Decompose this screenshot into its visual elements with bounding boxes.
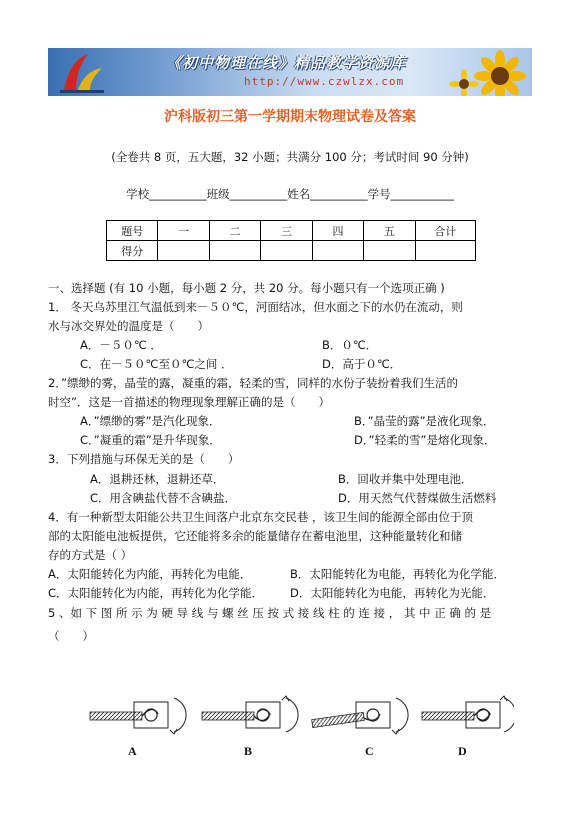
- site-logo-icon: [54, 50, 110, 94]
- figure-label-d: D: [458, 744, 467, 758]
- figure-label-a: A: [128, 744, 137, 758]
- banner-url[interactable]: http://www.czwlzx.com: [244, 75, 405, 88]
- question-2-option-b: B．”晶莹的露”是液化现象．: [354, 414, 495, 428]
- score-table: [106, 220, 476, 261]
- figure-label-b: B: [244, 744, 253, 758]
- score-table-cell: 合计: [415, 221, 475, 241]
- question-1-option-c: C．在－５０℃至０℃之间 ．: [80, 357, 233, 371]
- student-info-line: 学校__________班级__________姓名__________学号___________: [126, 187, 454, 201]
- score-table-cell: 题号: [107, 221, 158, 241]
- score-table-cell: 二: [209, 221, 260, 241]
- score-table-cell: 得分: [107, 241, 158, 261]
- score-entry-cell: [415, 241, 475, 261]
- question-2-line-1: 2．”缥缈的雾，晶莹的露，凝重的霜，轻柔的雪，同样的水份子装扮着我们生活的: [48, 376, 459, 390]
- terminal-diagram-c: [312, 698, 408, 734]
- question-3-option-d: D．用天然气代替煤做生活燃料: [338, 491, 497, 505]
- question-1-line-2: 水与冰交界处的温度是（ ）: [48, 319, 209, 333]
- question-4-option-a: A．太阳能转化为内能，再转化为电能．: [48, 567, 252, 581]
- document-title: 沪科版初三第一学期期末物理试卷及答案: [164, 109, 416, 125]
- question-2-option-d: D．”轻柔的雪”是熔化现象．: [354, 433, 496, 447]
- score-table-cell: 五: [364, 221, 415, 241]
- exam-info: (全卷共 8 页，五大题，32 小题；共满分 100 分；考试时间 90 分钟): [111, 150, 469, 164]
- wire-terminal-figure: [84, 688, 514, 758]
- score-entry-cell: [364, 241, 415, 261]
- terminal-diagram-b: [202, 696, 298, 732]
- score-table-header-row: [107, 221, 476, 241]
- terminal-diagram-d: [422, 696, 514, 732]
- header-banner: [48, 48, 532, 96]
- banner-title: 《初中物理在线》精品教学资源库: [166, 54, 407, 72]
- score-table-cell: 四: [312, 221, 363, 241]
- score-entry-cell: [261, 241, 312, 261]
- score-table-cell: 一: [158, 221, 209, 241]
- question-2-line-2: 时空”．这是一首描述的物理现象理解正确的是（ ）: [48, 395, 330, 409]
- question-4-line-3: 存的方式是（ ）: [48, 548, 133, 562]
- score-entry-cell: [312, 241, 363, 261]
- score-entry-cell: [158, 241, 209, 261]
- question-3-option-a: A．退耕还林，退耕还草．: [90, 472, 225, 486]
- question-2-option-a: A．”缥缈的雾”是汽化现象．: [80, 414, 221, 428]
- question-3-line-1: 3．下列措施与环保无关的是（ ）: [48, 452, 240, 466]
- question-5-line-1: 5 、如 下 图 所 示 为 硬 导 线 与 螺 丝 压 按 式 接 线 柱 的 连 接 ， 其 中 正 确 的 是: [48, 606, 492, 620]
- sunflower-icon: [442, 48, 532, 96]
- question-4-option-c: C．太阳能转化为内能，再转化为化学能．: [48, 586, 264, 600]
- question-1-option-d: D．高于０℃．: [322, 357, 402, 371]
- question-4-option-b: B．太阳能转化为电能，再转化为化学能．: [290, 567, 505, 581]
- question-4-line-1: 4．有一种新型太阳能公共卫生间落户北京东交民巷 ，该卫生间的能源全部由位于顶: [48, 510, 473, 524]
- section-heading: 一、选择题 (有 10 小题，每小题 2 分，共 20 分。每小题只有一个选项正确 ): [48, 281, 445, 295]
- terminal-diagram-a: [90, 698, 186, 734]
- question-4-line-2: 部的太阳能电池板提供，它还能将多余的能量储存在蓄电池里，这种能量转化和储: [48, 529, 462, 543]
- question-1-line-1: 1． 冬天乌苏里江气温低到来－５０℃，河面结冰，但水面之下的水仍在流动，则: [48, 300, 463, 314]
- question-1-option-a: A．－５０℃ ．: [80, 338, 162, 352]
- figure-label-c: C: [365, 744, 374, 758]
- question-2-option-c: C．”凝重的霜”是升华现象．: [80, 433, 221, 447]
- score-table-cell: 三: [261, 221, 312, 241]
- question-3-option-b: B．回收并集中处理电池．: [338, 472, 473, 486]
- score-table-score-row: [107, 241, 476, 261]
- question-5-line-2: （ ）: [48, 629, 94, 643]
- question-4-option-d: D．太阳能转化为电能，再转化为光能．: [290, 586, 495, 600]
- question-1-option-b: B．０℃．: [322, 338, 378, 352]
- question-3-option-c: C．用含碘盐代替不含碘盐．: [90, 491, 237, 505]
- score-entry-cell: [209, 241, 260, 261]
